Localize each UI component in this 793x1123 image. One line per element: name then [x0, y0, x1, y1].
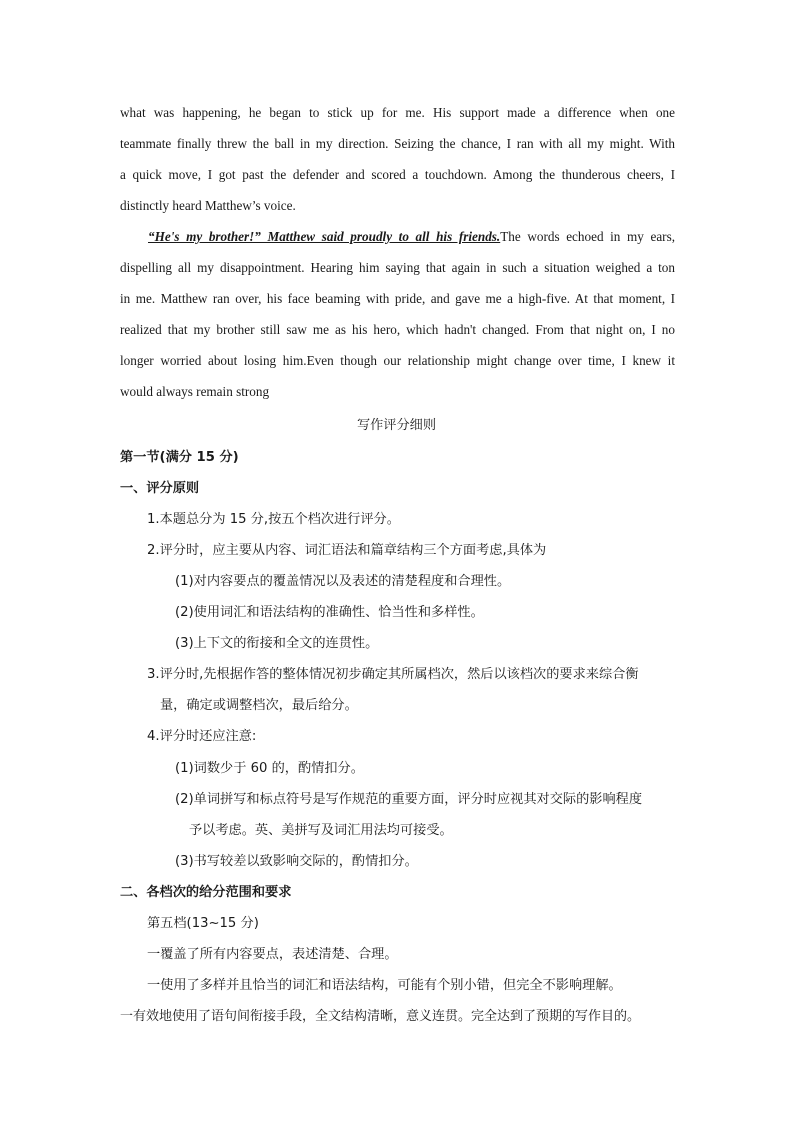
story-line: realized that my brother still saw me as his hero, which hadn't changed. From that night on, I no	[120, 322, 675, 337]
rubric-subitem: (2)使用词汇和语法结构的准确性、恰当性和多样性。	[175, 605, 484, 620]
rubric-subitem: (3)上下文的衔接和全文的连贯性。	[175, 636, 379, 651]
rubric-item: 2.评分时，应主要从内容、词汇语法和篇章结构三个方面考虑,具体为	[147, 543, 547, 558]
rubric-item-continued: 量，确定或调整档次，最后给分。	[160, 698, 358, 713]
story-line: dispelling all my disappointment. Hearing him saying that again in such a situation weighed a ton	[120, 260, 675, 275]
story-line: longer worried about losing him.Even though our relationship might change over time, I knew it	[120, 353, 675, 368]
story-line: in me. Matthew ran over, his face beaming with pride, and gave me a high-five. At that moment, I	[120, 291, 675, 306]
story-line: what was happening, he began to stick up for me. His support made a difference when one	[120, 105, 675, 120]
story-line: distinctly heard Matthew’s voice.	[120, 198, 296, 213]
story-paragraph-2	[120, 221, 675, 407]
levels-heading: 二、各档次的给分范围和要求	[120, 885, 292, 900]
section-heading: 第一节(满分 15 分)	[120, 450, 239, 465]
rubric-item: 4.评分时还应注意:	[147, 729, 257, 744]
rubric-subitem: (1)对内容要点的覆盖情况以及表述的清楚程度和合理性。	[175, 574, 511, 589]
rubric-item: 3.评分时,先根据作答的整体情况初步确定其所属档次，然后以该档次的要求来综合衡	[147, 667, 639, 682]
rubric-subitem-continued: 予以考虑。英、美拼写及词汇用法均可接受。	[189, 823, 453, 838]
level-title: 第五档(13~15 分)	[147, 916, 259, 931]
rubric-subitem: (1)词数少于 60 的，酌情扣分。	[175, 761, 364, 776]
story-line-rest: The words echoed in my ears,	[500, 229, 676, 244]
rubric-item: 1.本题总分为 15 分,按五个档次进行评分。	[147, 512, 400, 527]
rubric-subitem: (2)单词拼写和标点符号是写作规范的重要方面，评分时应视其对交际的影响程度	[175, 792, 643, 807]
story-line: would always remain strong	[120, 384, 270, 399]
principles-heading: 一、评分原则	[120, 481, 200, 496]
story-line: teammate finally threw the ball in my direction. Seizing the chance, I ran with all my might. With	[120, 136, 675, 151]
level-requirement: 一使用了多样并且恰当的词汇和语法结构，可能有个别小错，但完全不影响理解。	[147, 978, 622, 993]
rubric-title: 写作评分细则	[356, 418, 437, 433]
level-requirement: 一有效地使用了语句间衔接手段，全文结构清晰，意义连贯。完全达到了预期的写作目的。	[120, 1009, 641, 1024]
story-line-first	[120, 221, 675, 252]
story-paragraph-1	[120, 97, 675, 221]
level-requirement: 一覆盖了所有内容要点，表述清楚、合理。	[147, 947, 398, 962]
lead-sentence: “He's my brother!” Matthew said proudly to all his friends.	[148, 229, 501, 244]
story-line: a quick move, I got past the defender and scored a touchdown. Among the thunderous cheers, I	[120, 167, 675, 182]
rubric-subitem: (3)书写较差以致影响交际的，酌情扣分。	[175, 854, 418, 869]
